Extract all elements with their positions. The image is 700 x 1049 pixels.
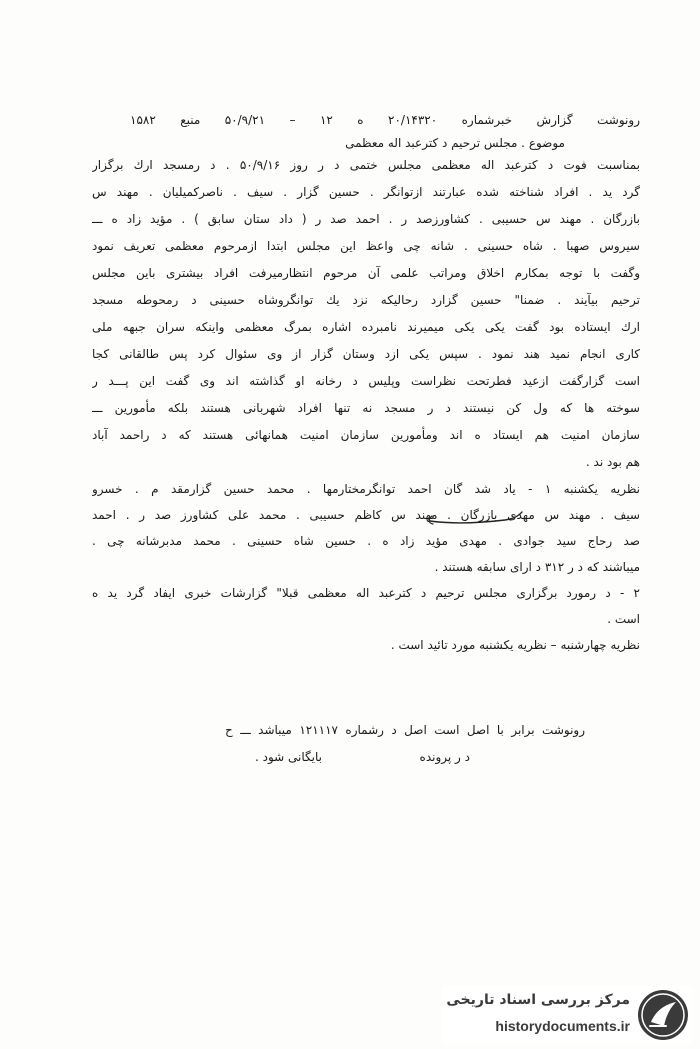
archive-emblem-icon bbox=[636, 988, 690, 1042]
report-line: کاری انجام نمید هند نمود . سپس یکی ازد وستان گزار از وی سئوال کرد پس طالقانی کجا bbox=[92, 347, 640, 361]
report-line: ترحیم بیآیند . ضمنا" حسین گزارد رحالیکه نزد یك توانگروشاه حسینی د رمحوطه مسجد bbox=[92, 293, 640, 307]
archive-label: بایگانی شود . bbox=[254, 750, 322, 764]
opinion-line: است . bbox=[607, 612, 640, 626]
copy-certification-note: رونوشت برابر با اصل است اصل د رشماره ۱۲۱۱۱۷ میباشد ـــ ح bbox=[225, 723, 586, 737]
report-line: بازرگان . مهند س حسیبی . کشاورزصد ر . احمد صد ر ( داد ستان سابق ) . مؤید زاد ه ـــ bbox=[92, 212, 640, 226]
opinion-line: نظریه یکشنبه ۱ - یاد شد گان احمد توانگرمختارمها . محمد حسین گزارمقد م . خسرو bbox=[92, 482, 640, 496]
watermark-logo bbox=[442, 986, 692, 1044]
opinion-line: سیف . مهند س مهدی بازرگان . مهند س کاظم حسیبی . محمد علی کشاورز صد ر . احمد bbox=[92, 508, 640, 522]
report-header: رونوشت گزارش خبرشماره ۲۰/۱۴۳۲۰ ه ۱۲ – ۵۰/۹/۲۱ منبع ۱۵۸۲ bbox=[130, 113, 640, 127]
watermark-name: مرکز بررسی اسناد تاریخی bbox=[446, 992, 630, 1008]
report-line: ارك ایستاده بود گفت یکی یکی میمیرند نامبرده اشاره بمرگ معظمی واینکه سران جبهه ملی bbox=[92, 320, 640, 334]
report-line: سازمان امنیت هم ایستاد ه اند ومأمورین سازمان امنیت همانهائی هستند که د راحمد آباد bbox=[92, 428, 640, 442]
report-line: بمناسبت فوت د کترعبد اله معظمی مجلس ختمی د ر روز ۵۰/۹/۱۶ . د رمسجد ارك برگزار bbox=[92, 158, 640, 172]
report-line: است گزارگفت ازعید فطرتحت نظراست وپلیس د رخانه او گذاشته اند وی گفت این پـــد ر bbox=[92, 374, 640, 388]
opinion-line: میباشند که د ر ۳۱۲ د ارای سابقه هستند . bbox=[434, 560, 640, 574]
report-line: گرد ید . افراد شناخته شده عبارتند ازتوانگر . حسین گزار . سیف . ناصرکمیلیان . مهند س bbox=[92, 185, 640, 199]
report-line: سیروس صهبا . شاه حسینی . شانه چی واعظ این مجلس ابتدا ازمرحوم معظمی تعریف نمود bbox=[92, 239, 640, 253]
report-line: وگفت با توجه بمکارم اخلاق ومراتب علمی آن مرحوم انتظارمیرفت افراد بیشتری باین مجلس bbox=[92, 266, 640, 280]
opinion-section bbox=[92, 476, 640, 658]
watermark-site: historydocuments.ir bbox=[495, 1018, 630, 1034]
report-subject: موضوع . مجلس ترحیم د کترعبد اله معظمی bbox=[345, 136, 565, 150]
opinion-line: ۲ - د رمورد برگزاری مجلس ترحیم د کترعبد اله معظمی قبلا" گزارشات خبری ایفاد گرد ید ه bbox=[92, 586, 640, 600]
opinion-line: صد رحاج سید جوادی . مهدی مؤید زاد ه . حسین شاه حسینی . محمد مدبرشانه چی . bbox=[92, 534, 640, 548]
report-line: سوخته ها که ول کن نیستند د ر مسجد نه تنها افراد شهربانی هستند بلکه مأمورین ـــ bbox=[92, 401, 640, 415]
report-line: هم بود ند . bbox=[585, 455, 640, 469]
opinion-line: نظریه چهارشنبه – نظریه یکشنبه مورد تائید است . bbox=[390, 638, 640, 652]
file-label: د ر پرونده bbox=[419, 750, 470, 764]
report-body bbox=[92, 152, 640, 476]
